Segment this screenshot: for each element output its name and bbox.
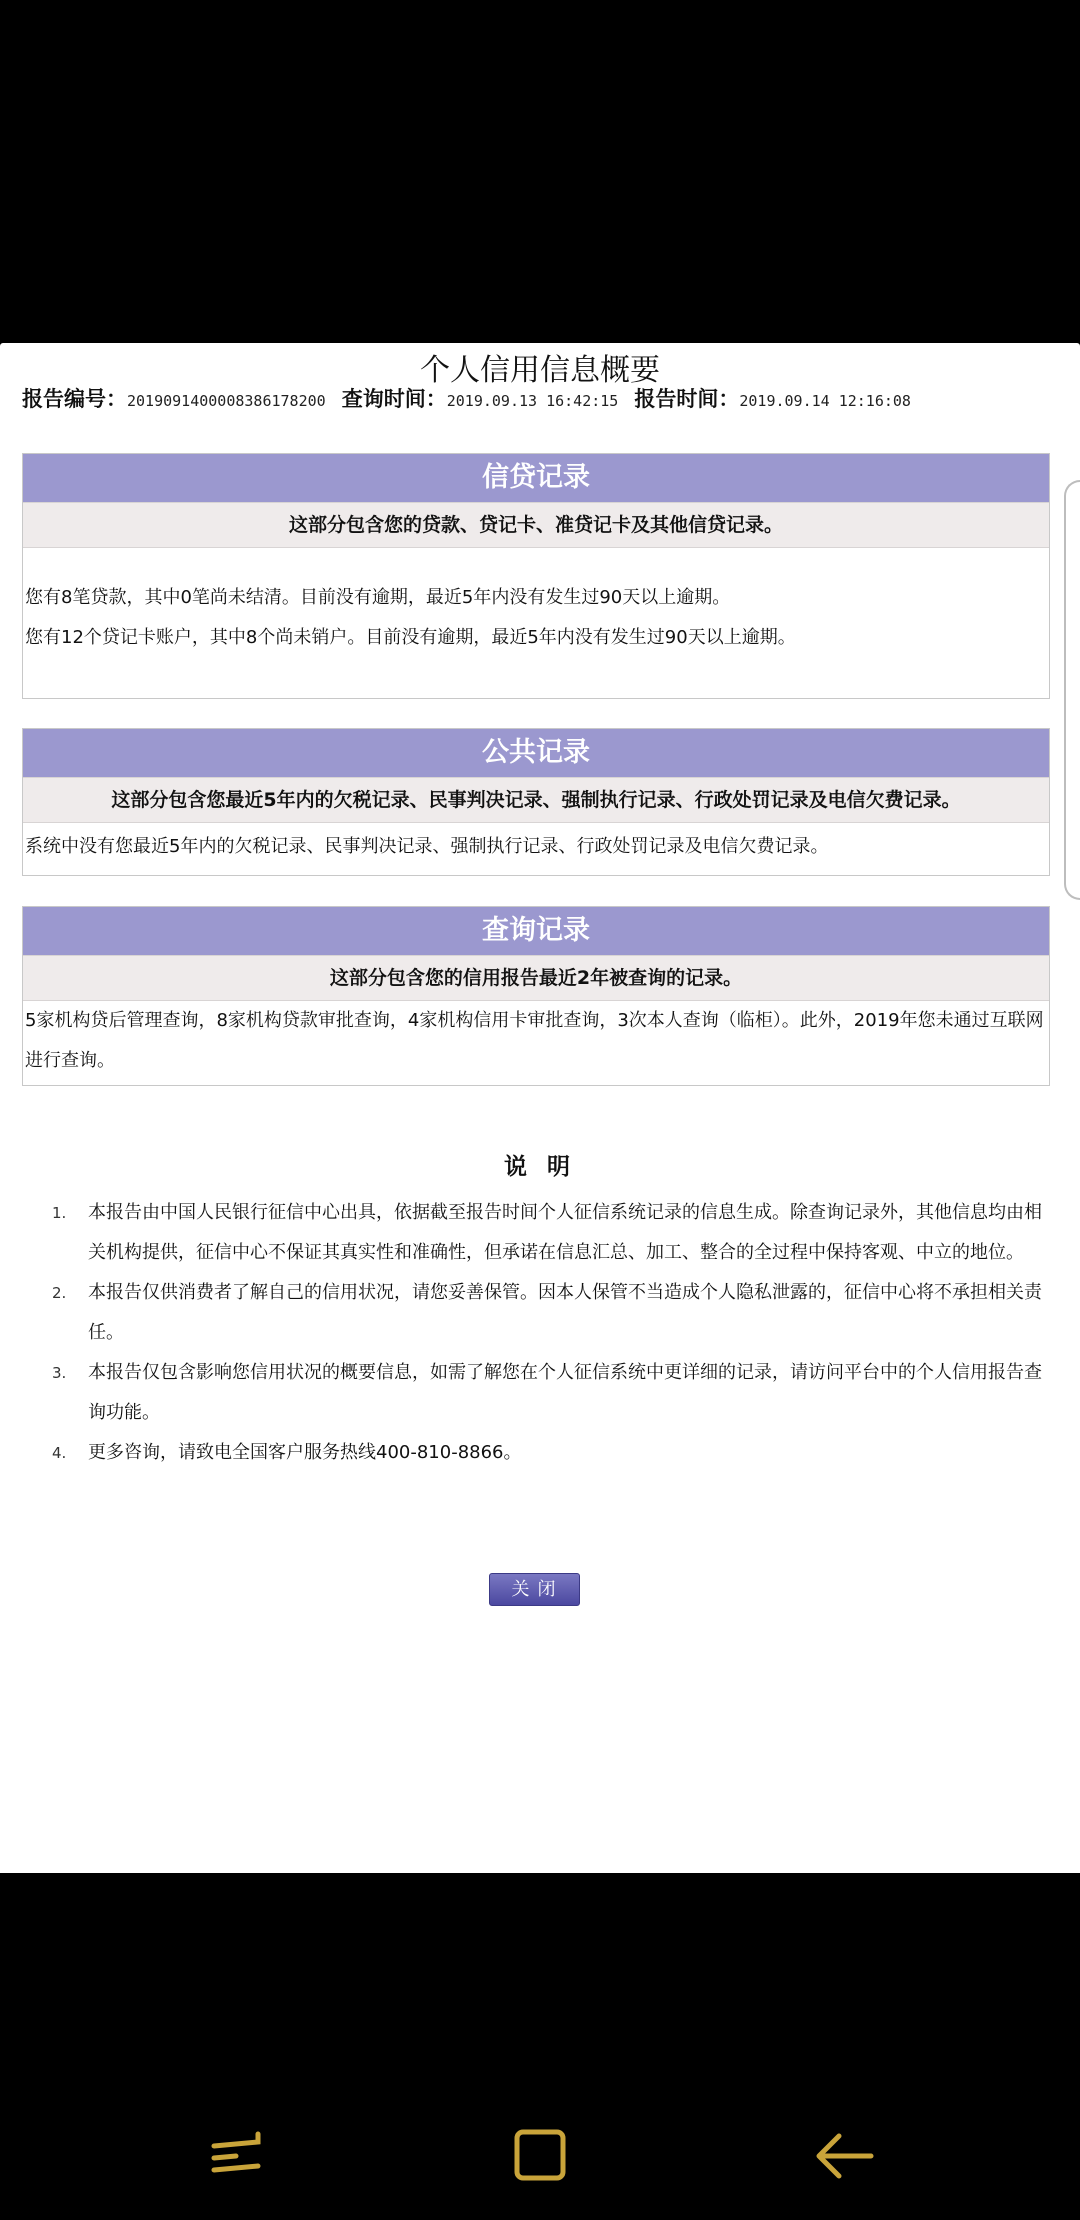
section-subtitle: 这部分包含您最近5年内的欠税记录、民事判决记录、强制执行记录、行政处罚记录及电信欠费记录。 (23, 777, 1049, 823)
report-time-value: 2019.09.14 12:16:08 (739, 392, 911, 410)
credit-line-cards: 您有12个贷记卡账户，其中8个尚未销户。目前没有逾期，最近5年内没有发生过90天以上逾期。 (25, 627, 796, 648)
navigation-bar (0, 2090, 1080, 2210)
note-text: 本报告仅包含影响您信用状况的概要信息，如需了解您在个人征信系统中更详细的记录，请访问平台中的个人信用报告查询功能。 (88, 1362, 1042, 1423)
report-time-label: 报告时间： (634, 387, 740, 411)
credit-records-section (22, 453, 1050, 699)
section-body (23, 1001, 1049, 1081)
public-records-section (22, 728, 1050, 876)
section-title: 信贷记录 (23, 454, 1049, 502)
note-number: 4. (52, 1444, 67, 1462)
section-subtitle: 这部分包含您的信用报告最近2年被查询的记录。 (23, 955, 1049, 1001)
report-meta (22, 383, 1062, 413)
section-title: 查询记录 (23, 907, 1049, 955)
note-number: 3. (52, 1364, 67, 1382)
notes-list (50, 1193, 1045, 1473)
section-body (23, 548, 1049, 658)
report-page (0, 343, 1080, 1873)
section-title: 公共记录 (23, 729, 1049, 777)
note-item (50, 1273, 1045, 1353)
query-time-label: 查询时间： (341, 387, 447, 411)
note-text: 本报告由中国人民银行征信中心出具，依据截至报告时间个人征信系统记录的信息生成。除查询记录外，其他信息均由相关机构提供，征信中心不保证其真实性和准确性，但承诺在信息汇总、加工、整合的全过程中保持客观、中立的地位。 (88, 1202, 1042, 1263)
query-line: 5家机构贷后管理查询，8家机构贷款审批查询，4家机构信用卡审批查询，3次本人查询（临柜）。此外，2019年您未通过互联网进行查询。 (25, 1010, 1044, 1071)
back-arrow-icon[interactable] (805, 2120, 885, 2190)
section-body (23, 823, 1049, 867)
public-line: 系统中没有您最近5年内的欠税记录、民事判决记录、强制执行记录、行政处罚记录及电信欠费记录。 (25, 836, 829, 857)
query-records-section (22, 906, 1050, 1086)
note-item (50, 1433, 1045, 1473)
note-item (50, 1193, 1045, 1273)
recent-apps-icon[interactable] (200, 2120, 280, 2190)
note-number: 1. (52, 1204, 67, 1222)
edge-panel-handle[interactable] (1064, 480, 1080, 900)
note-number: 2. (52, 1284, 67, 1302)
section-subtitle: 这部分包含您的贷款、贷记卡、准贷记卡及其他信贷记录。 (23, 502, 1049, 548)
home-icon[interactable] (500, 2120, 580, 2190)
report-no-value: 2019091400008386178200 (127, 392, 326, 410)
close-button[interactable]: 关闭 (489, 1573, 580, 1606)
note-text: 更多咨询，请致电全国客户服务热线400-810-8866。 (88, 1442, 522, 1463)
page-title: 个人信用信息概要 (420, 353, 660, 388)
query-time-value: 2019.09.13 16:42:15 (446, 392, 619, 410)
note-item (50, 1353, 1045, 1433)
note-text: 本报告仅供消费者了解自己的信用状况，请您妥善保管。因本人保管不当造成个人隐私泄露的，征信中心将不承担相关责任。 (88, 1282, 1042, 1343)
report-no-label: 报告编号： (22, 387, 127, 411)
notes-title: 说 明 (503, 1154, 576, 1180)
credit-line-loans: 您有8笔贷款，其中0笔尚未结清。目前没有逾期，最近5年内没有发生过90天以上逾期。 (25, 587, 731, 608)
